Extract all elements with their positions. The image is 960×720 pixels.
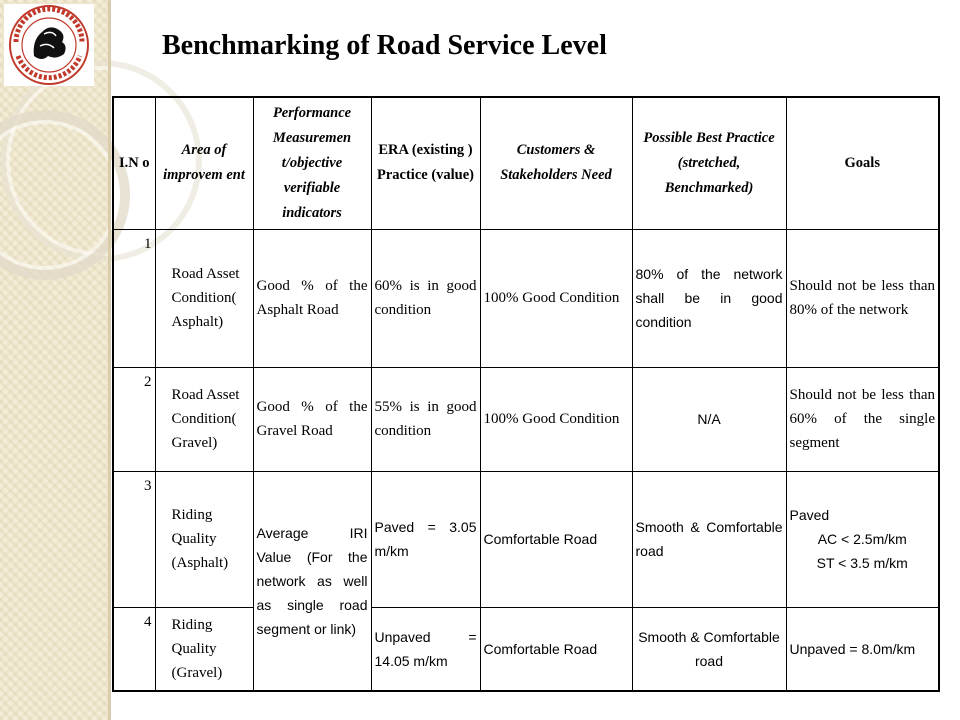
header-ino: I.N o — [113, 97, 155, 229]
cell-performance: Good % of the Gravel Road — [253, 367, 371, 471]
table-row — [113, 229, 939, 367]
era-logo — [4, 4, 94, 86]
cell-era: 55% is in good condition — [371, 367, 480, 471]
row-number: 1 — [113, 229, 155, 367]
header-best: Possible Best Practice (stretched, Benchmarked) — [632, 97, 786, 229]
table-row — [113, 607, 939, 691]
page-title: Benchmarking of Road Service Level — [162, 30, 607, 61]
row-number: 4 — [113, 607, 155, 691]
header-goals: Goals — [786, 97, 939, 229]
cell-customers: Comfortable Road — [480, 471, 632, 607]
cell-era: 60% is in good condition — [371, 229, 480, 367]
header-performance: Performance Measuremen t/objective verifiable indicators — [253, 97, 371, 229]
cell-era: Paved = 3.05 m/km — [371, 471, 480, 607]
table-row — [113, 367, 939, 471]
table-header-row — [113, 97, 939, 229]
cell-best: Smooth & Comfortable road — [632, 471, 786, 607]
cell-best: N/A — [632, 367, 786, 471]
cell-area: Riding Quality (Asphalt) — [155, 471, 253, 607]
table-row — [113, 471, 939, 607]
header-era: ERA (existing ) Practice (value) — [371, 97, 480, 229]
cell-goals — [786, 471, 939, 607]
cell-goals: Should not be less than 80% of the network — [786, 229, 939, 367]
cell-customers: Comfortable Road — [480, 607, 632, 691]
cell-best: 80% of the network shall be in good condition — [632, 229, 786, 367]
cell-performance: Average IRI Value (For the network as well as single road segment or link) — [253, 471, 371, 691]
cell-goals: Unpaved = 8.0m/km — [786, 607, 939, 691]
cell-best: Smooth & Comfortable road — [632, 607, 786, 691]
header-area: Area of improvem ent — [155, 97, 253, 229]
goals-line: ST < 3.5 m/km — [816, 555, 908, 571]
cell-area: Riding Quality (Gravel) — [155, 607, 253, 691]
goals-line: AC < 2.5m/km — [817, 531, 907, 547]
lion-emblem-icon — [4, 4, 94, 86]
cell-performance: Good % of the Asphalt Road — [253, 229, 371, 367]
goals-line: Paved — [789, 507, 830, 523]
benchmark-table — [112, 96, 940, 692]
cell-era: Unpaved = 14.05 m/km — [371, 607, 480, 691]
cell-goals: Should not be less than 60% of the single segment — [786, 367, 939, 471]
decorative-divider — [108, 0, 111, 720]
cell-area: Road Asset Condition( Asphalt) — [155, 229, 253, 367]
row-number: 2 — [113, 367, 155, 471]
header-customers: Customers & Stakeholders Need — [480, 97, 632, 229]
row-number: 3 — [113, 471, 155, 607]
cell-area: Road Asset Condition( Gravel) — [155, 367, 253, 471]
cell-customers: 100% Good Condition — [480, 367, 632, 471]
cell-customers: 100% Good Condition — [480, 229, 632, 367]
